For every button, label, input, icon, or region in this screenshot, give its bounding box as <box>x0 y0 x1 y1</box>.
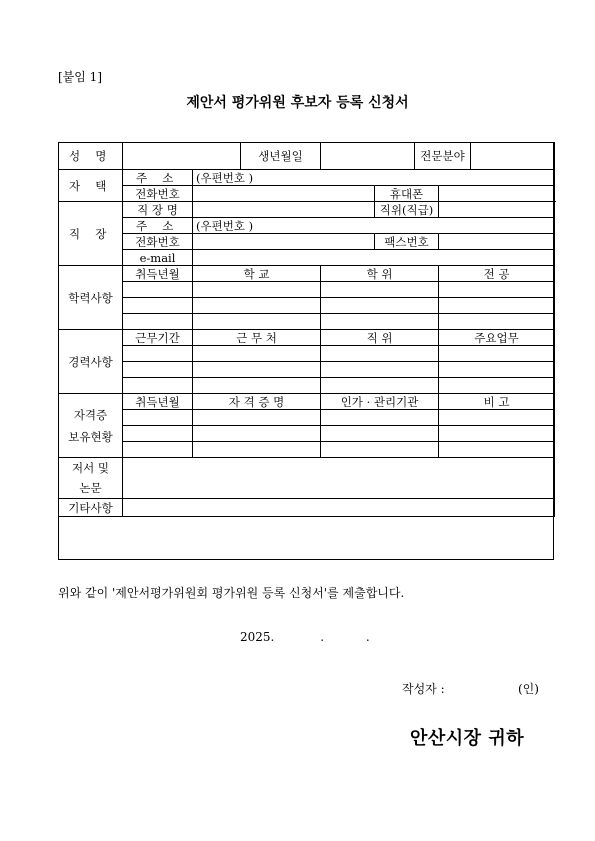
career-header: 근무기간 <box>123 330 193 346</box>
etc-label: 기타사항 <box>59 499 123 517</box>
home-phone-label: 전화번호 <box>123 186 193 202</box>
mobile-label: 휴대폰 <box>375 186 439 202</box>
license-header: 인가 · 관리기관 <box>321 394 439 410</box>
addressee: 안산시장 귀하 <box>410 728 525 749</box>
career-cell[interactable] <box>193 346 321 362</box>
career-cell[interactable] <box>193 378 321 394</box>
papers-label-line1: 저서 및 <box>72 461 109 475</box>
papers-label-line2: 논문 <box>79 481 102 495</box>
license-cell[interactable] <box>321 410 439 426</box>
birth-field[interactable] <box>321 143 415 170</box>
date-line <box>240 630 370 644</box>
writer-label: 작성자 : <box>402 682 445 696</box>
license-cell[interactable] <box>123 426 193 442</box>
education-header: 학 교 <box>193 266 321 282</box>
work-phone-field[interactable] <box>193 234 375 250</box>
career-cell[interactable] <box>321 362 439 378</box>
license-cell[interactable] <box>193 410 321 426</box>
career-cell[interactable] <box>439 346 555 362</box>
career-cell[interactable] <box>123 378 193 394</box>
education-label: 학력사항 <box>59 266 123 330</box>
mobile-field[interactable] <box>439 186 555 202</box>
license-label-line2: 보유현황 <box>68 429 113 444</box>
seal-label: (인) <box>518 682 539 696</box>
education-cell[interactable] <box>123 314 193 330</box>
license-label-line1: 자격증 <box>73 407 108 422</box>
education-cell[interactable] <box>123 282 193 298</box>
education-cell[interactable] <box>193 314 321 330</box>
birth-label: 생년월일 <box>241 143 321 170</box>
home-address-field[interactable]: (우편번호 ) <box>193 170 555 186</box>
position-label: 직위(직급) <box>375 202 439 218</box>
career-label: 경력사항 <box>59 330 123 394</box>
career-cell[interactable] <box>439 362 555 378</box>
education-cell[interactable] <box>439 282 555 298</box>
career-header: 근 무 처 <box>193 330 321 346</box>
field-field[interactable] <box>471 143 555 170</box>
date-day-dot: . <box>365 630 370 644</box>
education-cell[interactable] <box>123 298 193 314</box>
education-header: 학 위 <box>321 266 439 282</box>
name-field[interactable] <box>123 143 241 170</box>
date-year: 2025. <box>240 630 275 644</box>
registration-form-table <box>58 142 555 517</box>
education-header: 취득년월 <box>123 266 193 282</box>
email-label: e-mail <box>123 250 193 266</box>
license-header: 비 고 <box>439 394 555 410</box>
home-label: 자 택 <box>59 170 123 202</box>
work-label: 직 장 <box>59 202 123 266</box>
career-header: 주요업무 <box>439 330 555 346</box>
career-cell[interactable] <box>123 346 193 362</box>
education-cell[interactable] <box>193 282 321 298</box>
fax-field[interactable] <box>439 234 555 250</box>
papers-label <box>59 458 123 499</box>
home-phone-field[interactable] <box>193 186 375 202</box>
field-label: 전문분야 <box>415 143 471 170</box>
license-cell[interactable] <box>321 426 439 442</box>
company-field[interactable] <box>193 202 375 218</box>
email-field[interactable] <box>193 250 555 266</box>
career-cell[interactable] <box>321 346 439 362</box>
work-address-label: 주 소 <box>123 218 193 234</box>
position-field[interactable] <box>439 202 555 218</box>
license-label <box>59 394 123 458</box>
form-title: 제안서 평가위원 후보자 등록 신청서 <box>186 95 409 111</box>
attachment-label: [붙임 1] <box>58 70 102 84</box>
name-label: 성 명 <box>59 143 123 170</box>
license-cell[interactable] <box>439 410 555 426</box>
license-header: 취득년월 <box>123 394 193 410</box>
education-header: 전 공 <box>439 266 555 282</box>
education-cell[interactable] <box>321 314 439 330</box>
company-label: 직 장 명 <box>123 202 193 218</box>
education-cell[interactable] <box>321 282 439 298</box>
career-cell[interactable] <box>193 362 321 378</box>
fax-label: 팩스번호 <box>375 234 439 250</box>
license-cell[interactable] <box>193 442 321 458</box>
etc-field[interactable] <box>123 499 555 517</box>
papers-field[interactable] <box>123 458 555 499</box>
education-cell[interactable] <box>439 314 555 330</box>
career-cell[interactable] <box>439 378 555 394</box>
education-cell[interactable] <box>439 298 555 314</box>
home-address-label: 주 소 <box>123 170 193 186</box>
education-cell[interactable] <box>193 298 321 314</box>
license-cell[interactable] <box>123 442 193 458</box>
license-cell[interactable] <box>321 442 439 458</box>
license-cell[interactable] <box>439 426 555 442</box>
work-address-field[interactable]: (우편번호 ) <box>193 218 555 234</box>
work-phone-label: 전화번호 <box>123 234 193 250</box>
career-header: 직 위 <box>321 330 439 346</box>
license-cell[interactable] <box>123 410 193 426</box>
license-cell[interactable] <box>193 426 321 442</box>
submission-statement: 위와 같이 '제안서평가위원회 평가위원 등록 신청서'를 제출합니다. <box>58 586 405 600</box>
date-month-dot: . <box>320 630 325 644</box>
career-cell[interactable] <box>321 378 439 394</box>
license-header: 자 격 증 명 <box>193 394 321 410</box>
career-cell[interactable] <box>123 362 193 378</box>
license-cell[interactable] <box>439 442 555 458</box>
education-cell[interactable] <box>321 298 439 314</box>
